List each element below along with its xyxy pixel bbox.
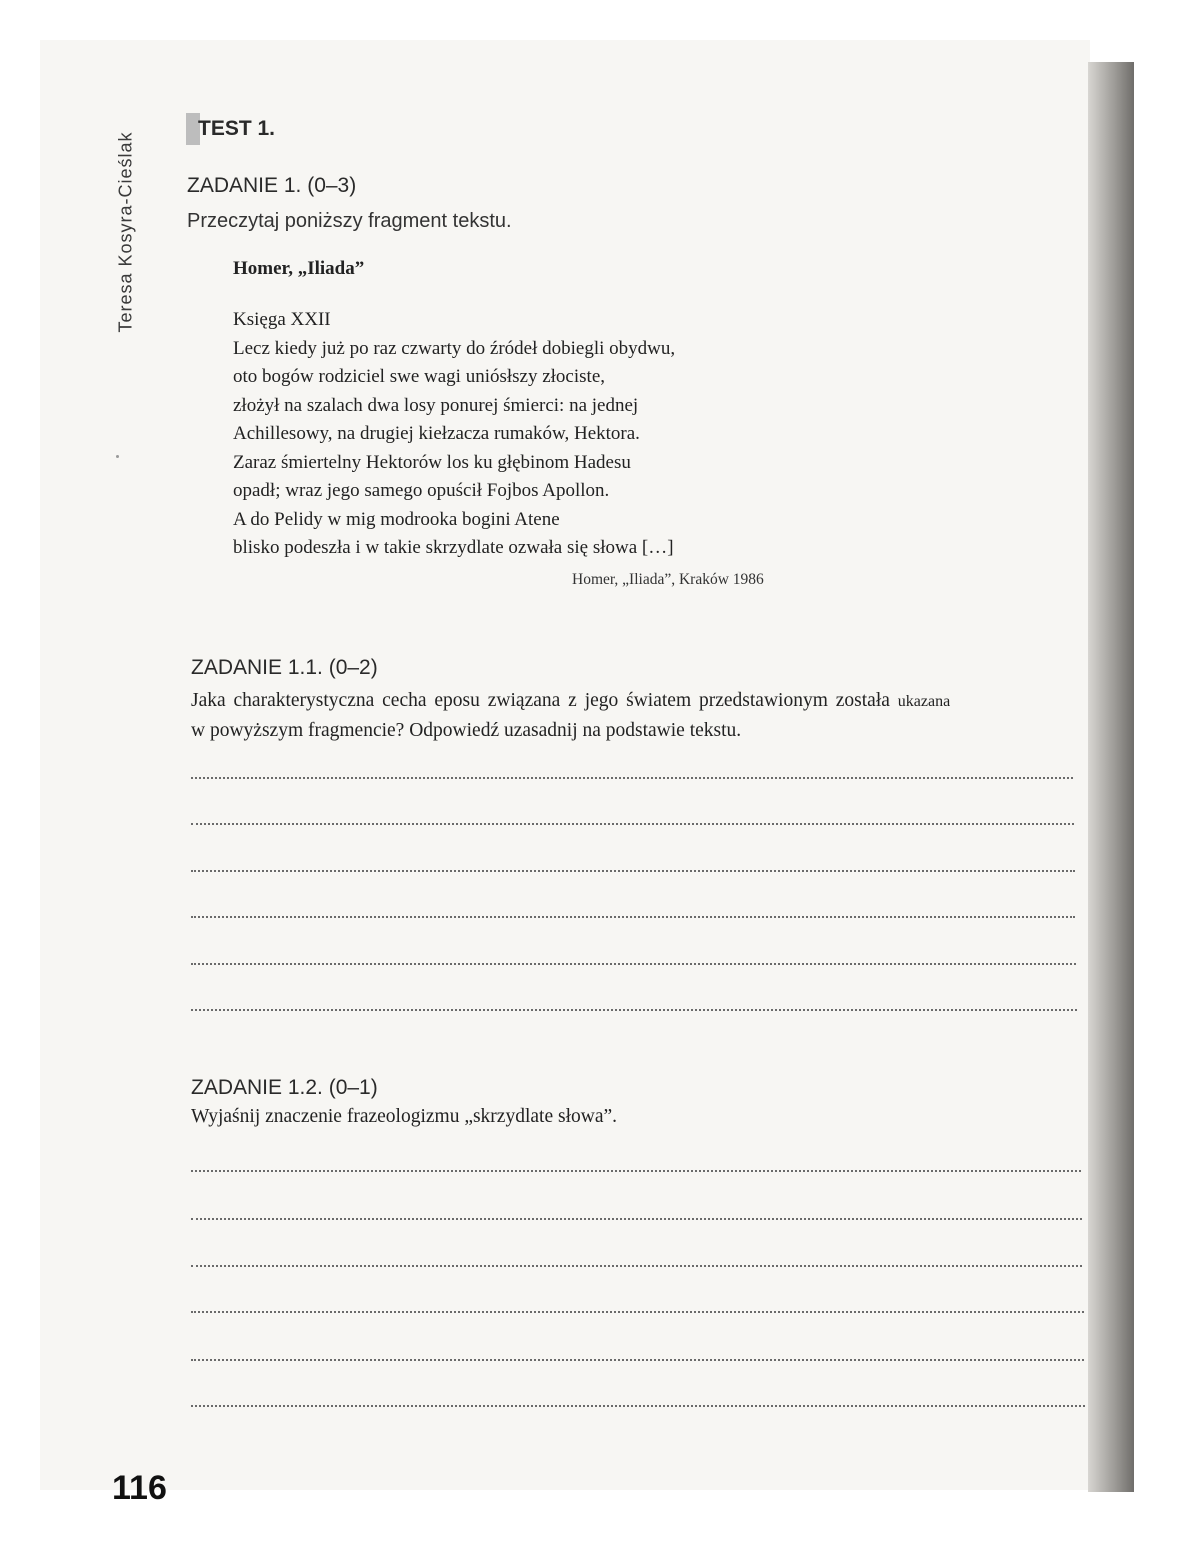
poem-line: Zaraz śmiertelny Hektorów los ku głębinom Hadesu [233, 451, 631, 473]
answer-line[interactable] [191, 1170, 1081, 1172]
poem-excerpt [233, 306, 675, 563]
answer-line[interactable] [191, 963, 1076, 965]
task-1-1-question [191, 686, 1076, 745]
source-citation: Homer, „Iliada”, Kraków 1986 [572, 571, 764, 588]
task-1-instruction: Przeczytaj poniższy fragment tekstu. [187, 210, 512, 232]
task-1-1-heading: ZADANIE 1.1. (0–2) [191, 656, 378, 679]
poem-line: blisko podeszła i w takie skrzydlate ozwała się słowa […] [233, 537, 674, 558]
answer-line[interactable] [191, 1218, 1082, 1220]
answer-line[interactable] [191, 916, 1075, 918]
poem-line: opadł; wraz jego samego opuścił Fojbos Apollon. [233, 480, 610, 501]
task-1-2-question: Wyjaśnij znaczenie frazeologizmu „skrzydlate słowa”. [191, 1106, 618, 1127]
answer-line[interactable] [191, 1405, 1085, 1407]
task-1-2-heading: ZADANIE 1.2. (0–1) [191, 1076, 378, 1099]
answer-line[interactable] [191, 1009, 1077, 1011]
page-number: 116 [112, 1469, 167, 1507]
test-label: TEST 1. [186, 113, 279, 145]
stray-dot [116, 455, 119, 458]
answer-line[interactable] [191, 1311, 1084, 1313]
answer-line[interactable] [191, 777, 1073, 779]
poem-line: A do Pelidy w mig modrooka bogini Atene [233, 508, 560, 530]
answer-line[interactable] [191, 870, 1075, 872]
answer-line[interactable] [191, 823, 1074, 825]
poem-book-label: Księga XXII [233, 309, 331, 330]
question-text: Jaka charakterystyczna cecha eposu związana z jego światem przedstawionym została [191, 690, 890, 711]
poem-line: oto bogów rodziciel swe wagi uniósłszy złociste, [233, 366, 606, 387]
answer-line[interactable] [191, 1359, 1084, 1361]
task-1-heading: ZADANIE 1. (0–3) [187, 174, 357, 197]
page-paper [40, 40, 1090, 1507]
poem-line: złożył na szalach dwa losy ponurej śmierci: na jednej [233, 394, 639, 416]
fragment-title: Homer, „Iliada” [233, 258, 365, 279]
poem-line: Achillesowy, na drugiej kiełzacza rumaków, Hektora. [233, 423, 640, 444]
page-edge-shadow [1088, 62, 1134, 1492]
poem-line: Lecz kiedy już po raz czwarty do źródeł dobiegli obydwu, [233, 337, 676, 359]
author-running-head: Teresa Kosyra-Cieślak [115, 131, 136, 333]
answer-line[interactable] [191, 1265, 1082, 1267]
question-text: w powyższym fragmencie? Odpowiedź uzasadnij na podstawie tekstu. [191, 720, 742, 741]
question-text-end: ukazana [897, 693, 951, 710]
